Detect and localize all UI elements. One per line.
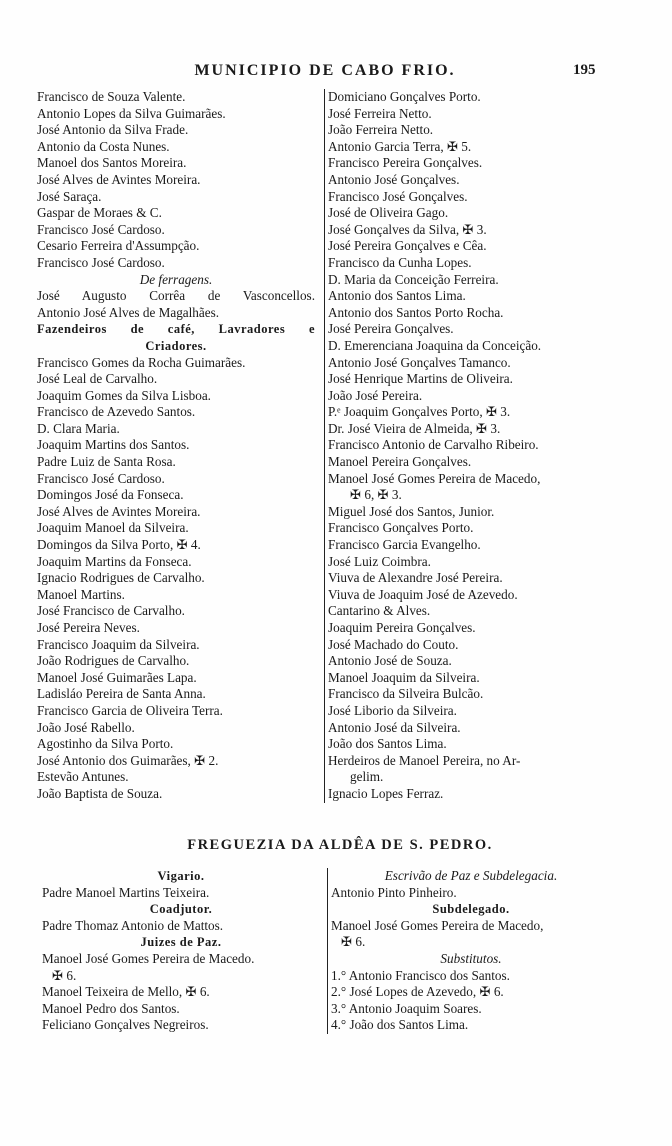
list-item: Manoel José Gomes Pereira de Macedo. (42, 950, 255, 966)
list-item: ✠ 6. (52, 967, 77, 983)
list-item: Padre Thomaz Antonio de Mattos. (42, 917, 224, 933)
list-item: Manoel José Guimarães Lapa. (37, 669, 197, 685)
list-item: Domiciano Gonçalves Porto. (328, 89, 481, 104)
list-item: Francisco de Azevedo Santos. (37, 404, 196, 420)
list-item: Francisco Gonçalves Porto. (328, 520, 474, 536)
list-item: João Ferreira Netto. (328, 122, 434, 138)
list-item: 1.° Antonio Francisco dos Santos. (331, 967, 510, 983)
list-item: José Antonio dos Guimarães, ✠ 2. (37, 752, 219, 768)
section-right-column (327, 868, 611, 1034)
list-item: José Pereira Gonçalves. (328, 321, 454, 337)
list-item: Antonio José Gonçalves Tamanco. (328, 354, 511, 370)
list-item: João Baptista de Souza. (37, 785, 163, 801)
list-item: Herdeiros de Manoel Pereira, no Ar- (328, 752, 521, 768)
list-item: Francisco Garcia Evangelho. (328, 537, 481, 553)
list-item: D. Maria da Conceição Ferreira. (328, 271, 499, 287)
list-item: Ladisláo Pereira de Santa Anna. (37, 686, 206, 702)
right-column (324, 89, 608, 803)
list-item: Antonio José da Silveira. (328, 719, 461, 735)
list-item: P.ᵉ Joaquim Gonçalves Porto, ✠ 3. (328, 404, 511, 420)
list-item: José Antonio da Silva Frade. (37, 122, 189, 138)
list-item: 3.° Antonio Joaquim Soares. (331, 1000, 482, 1016)
list-item: Antonio Lopes da Silva Guimarães. (37, 105, 226, 121)
list-item: Antonio Garcia Terra, ✠ 5. (328, 138, 472, 154)
list-item: José Alves de Avintes Moreira. (37, 503, 201, 519)
list-item: Antonio Pinto Pinheiro. (331, 884, 457, 900)
list-item: José Ferreira Netto. (328, 105, 432, 121)
list-item: José Pereira Neves. (37, 620, 140, 635)
list-item: Manoel Joaquim da Silveira. (328, 669, 480, 685)
list-item: Gaspar de Moraes & C. (37, 205, 162, 221)
list-item: João José Rabello. (37, 719, 135, 735)
page-header (0, 62, 672, 86)
list-item: Antonio dos Santos Lima. (328, 288, 466, 304)
list-item: Ignacio Lopes Ferraz. (328, 785, 444, 801)
list-item: Francisco José Gonçalves. (328, 188, 468, 204)
list-item: José Saraça. (37, 188, 102, 204)
list-item: Joaquim Pereira Gonçalves. (328, 620, 476, 635)
list-item: Antonio José de Souza. (328, 653, 452, 669)
left-column (37, 89, 315, 803)
list-item: Manoel Teixeira de Mello, ✠ 6. (42, 984, 210, 1000)
list-item: Joaquim Martins da Fonseca. (37, 553, 192, 569)
list-item: José de Oliveira Gago. (328, 205, 449, 221)
list-item: Francisco José Cardoso. (37, 470, 165, 486)
list-item: Fazendeiros de café, Lavradores e (37, 322, 315, 337)
list-item: José Liborio da Silveira. (328, 702, 457, 718)
list-item: Manoel Pereira Gonçalves. (328, 454, 472, 470)
list-item: Substitutos. (440, 950, 502, 966)
list-item: Antonio dos Santos Porto Rocha. (328, 304, 504, 320)
list-item: João José Pereira. (328, 387, 423, 403)
list-item: José Machado do Couto. (328, 636, 459, 652)
list-item: Domingos da Silva Porto, ✠ 4. (37, 537, 201, 553)
list-item: José Luiz Coimbra. (328, 553, 431, 569)
list-item: Francisco Garcia de Oliveira Terra. (37, 702, 223, 718)
list-item: Manoel José Gomes Pereira de Macedo, (328, 470, 541, 486)
list-item: Francisco Pereira Gonçalves. (328, 155, 483, 171)
list-item: Manoel Martins. (37, 586, 125, 602)
list-item: Manoel dos Santos Moreira. (37, 155, 187, 171)
list-item: Estevão Antunes. (37, 769, 129, 785)
list-item: Francisco da Silveira Bulcão. (328, 686, 484, 702)
list-item: Coadjutor. (149, 902, 213, 917)
page-number: 195 (573, 62, 596, 78)
list-item: José Augusto Corrêa de Vasconcellos. (37, 288, 315, 304)
list-item: gelim. (350, 769, 384, 785)
list-item: Joaquim Gomes da Silva Lisboa. (37, 387, 211, 403)
list-item: Francisco da Cunha Lopes. (328, 254, 472, 270)
list-item: Francisco Antonio de Carvalho Ribeiro. (328, 437, 539, 453)
list-item: Feliciano Gonçalves Negreiros. (42, 1017, 209, 1033)
list-item: Antonio José Gonçalves. (328, 171, 460, 187)
list-item: Manoel José Gomes Pereira de Macedo, (331, 917, 544, 933)
list-item: José Henrique Martins de Oliveira. (328, 371, 513, 387)
list-item: Joaquim Manoel da Silveira. (37, 520, 189, 536)
list-item: Francisco de Souza Valente. (37, 89, 186, 104)
list-item: Francisco José Cardoso. (37, 254, 165, 270)
list-item: Antonio José Alves de Magalhães. (37, 304, 220, 320)
list-item: Manoel Pedro dos Santos. (42, 1000, 180, 1016)
list-item: Domingos José da Fonseca. (37, 487, 184, 503)
list-item: Padre Manoel Martins Teixeira. (42, 884, 210, 900)
list-item: Viuva de Joaquim José de Azevedo. (328, 586, 518, 602)
list-item: Padre Luiz de Santa Rosa. (37, 454, 176, 470)
list-item: De ferragens. (139, 271, 213, 287)
list-item: Vigario. (157, 869, 205, 883)
list-item: Francisco Joaquim da Silveira. (37, 636, 200, 652)
list-item: João dos Santos Lima. (328, 736, 447, 752)
list-item: Escrivão de Paz e Subdelegacia. (384, 868, 558, 883)
list-item: Subdelegado. (432, 902, 510, 917)
list-item: ✠ 6. (341, 934, 366, 950)
list-item: José Pereira Gonçalves e Cêa. (328, 238, 487, 254)
page-title: MUNICIPIO DE CABO FRIO. (194, 62, 456, 79)
list-item: 2.° José Lopes de Azevedo, ✠ 6. (331, 984, 504, 1000)
list-item: José Gonçalves da Silva, ✠ 3. (328, 221, 487, 237)
list-item: ✠ 6, ✠ 3. (350, 487, 402, 503)
list-item: José Francisco de Carvalho. (37, 603, 185, 619)
list-item: D. Emerenciana Joaquina da Conceição. (328, 337, 542, 353)
list-item: Criadores. (145, 338, 207, 353)
list-item: José Leal de Carvalho. (37, 371, 158, 387)
list-item: Francisco Gomes da Rocha Guimarães. (37, 354, 246, 370)
list-item: Francisco José Cardoso. (37, 221, 165, 237)
list-item: Antonio da Costa Nunes. (37, 138, 170, 154)
list-item: Viuva de Alexandre José Pereira. (328, 570, 503, 586)
list-item: Cesario Ferreira d'Assumpção. (37, 238, 200, 254)
list-item: Dr. José Vieira de Almeida, ✠ 3. (328, 420, 501, 436)
list-item: Miguel José dos Santos, Junior. (328, 503, 495, 519)
section-left-column (42, 868, 320, 1034)
section-title: FREGUEZIA DA ALDÊA DE S. PEDRO. (187, 837, 493, 853)
list-item: D. Clara Maria. (37, 420, 120, 436)
list-item: 4.° João dos Santos Lima. (331, 1017, 469, 1033)
list-item: Ignacio Rodrigues de Carvalho. (37, 570, 205, 586)
list-item: Cantarino & Alves. (328, 603, 431, 619)
list-item: Juizes de Paz. (140, 935, 222, 950)
list-item: João Rodrigues de Carvalho. (37, 653, 190, 669)
list-item: José Alves de Avintes Moreira. (37, 171, 201, 187)
list-item: Joaquim Martins dos Santos. (37, 437, 190, 453)
list-item: Agostinho da Silva Porto. (37, 736, 174, 752)
